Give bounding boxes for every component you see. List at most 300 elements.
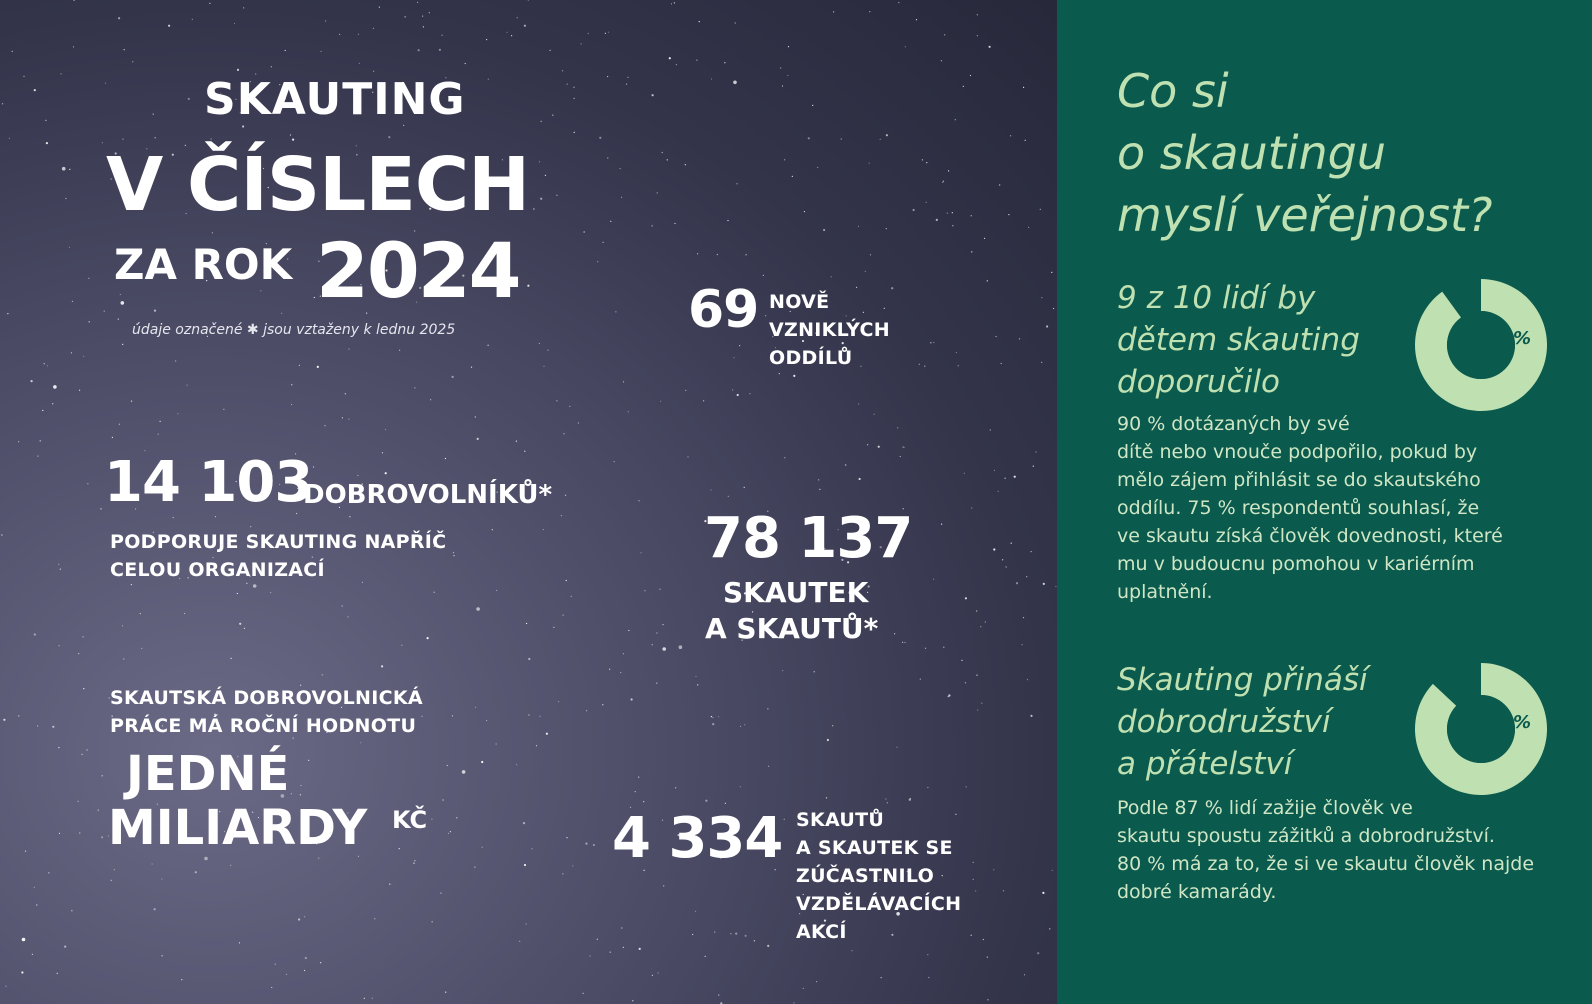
star (886, 134, 888, 136)
star (927, 954, 928, 955)
star (161, 878, 162, 879)
star (47, 365, 48, 366)
star (724, 62, 725, 63)
stat-akce-label-1: SKAUTŮ (796, 809, 885, 831)
star (705, 956, 706, 957)
star (827, 739, 829, 741)
star (572, 865, 573, 866)
star (131, 401, 132, 402)
star (740, 726, 741, 727)
star (60, 73, 61, 74)
stat-skauti-label-2: A SKAUTŮ* (705, 612, 879, 645)
star (59, 833, 60, 834)
star (423, 26, 424, 27)
star (488, 345, 489, 346)
star (930, 342, 931, 343)
star (803, 988, 804, 989)
star (432, 921, 433, 922)
star (187, 385, 188, 386)
star (12, 51, 13, 52)
star (710, 489, 711, 490)
star (657, 192, 658, 193)
star (7, 313, 8, 314)
star (25, 851, 26, 852)
star (347, 616, 348, 617)
star (34, 89, 36, 91)
star (865, 271, 866, 272)
star (270, 592, 271, 593)
stat-dobrovolnici-number: 14 103 (104, 450, 313, 515)
star (237, 69, 239, 71)
star (1014, 476, 1016, 478)
stat-dobrovolnici-label: DOBROVOLNÍKŮ* (303, 480, 553, 510)
star (62, 167, 66, 171)
star (60, 569, 61, 570)
star (253, 584, 257, 588)
panel-heading-3: myslí veřejnost? (1117, 188, 1493, 242)
star (869, 163, 870, 164)
star (321, 51, 322, 52)
stat-oddily-label-3: ODDÍLŮ (769, 347, 853, 369)
star (745, 935, 747, 937)
star (674, 2, 675, 3)
star (69, 247, 70, 248)
star (1002, 559, 1003, 560)
star (695, 911, 696, 912)
star (141, 648, 142, 649)
star (990, 429, 991, 430)
star (620, 672, 621, 673)
star (626, 84, 627, 85)
star (300, 785, 301, 786)
star (300, 794, 301, 795)
star (943, 181, 944, 182)
star (983, 939, 984, 940)
star (737, 394, 739, 396)
star (928, 977, 929, 978)
star (533, 208, 534, 209)
star (379, 7, 380, 8)
star (656, 683, 657, 684)
star (539, 716, 540, 717)
star (422, 16, 423, 17)
star (858, 403, 859, 404)
star (660, 401, 661, 402)
star (1023, 617, 1024, 618)
star (941, 60, 942, 61)
star (780, 67, 781, 68)
star (898, 2, 899, 3)
star (71, 910, 72, 911)
star (817, 167, 818, 168)
star (385, 472, 387, 474)
star (1030, 715, 1032, 717)
star (641, 552, 642, 553)
star (417, 2, 418, 3)
star (1042, 892, 1044, 894)
star (976, 675, 977, 676)
star (291, 793, 292, 794)
star (1049, 928, 1050, 929)
star (64, 946, 66, 948)
star (588, 33, 589, 34)
star (1027, 679, 1028, 680)
star (832, 725, 833, 726)
star (427, 637, 429, 639)
star (1037, 952, 1039, 954)
star (372, 998, 373, 999)
star (767, 708, 768, 709)
star (987, 957, 988, 958)
star (782, 85, 783, 86)
star (993, 548, 995, 550)
star (632, 1000, 633, 1001)
star (955, 814, 956, 815)
star (9, 138, 10, 139)
stat-hodnota-intro-1: SKAUTSKÁ DOBROVOLNICKÁ (110, 687, 423, 709)
star (944, 34, 945, 35)
star (414, 860, 415, 861)
star (635, 791, 636, 792)
star (894, 633, 895, 634)
star (244, 628, 245, 629)
footnote-part1: údaje označené (132, 322, 243, 338)
star (488, 79, 489, 80)
star (996, 336, 997, 337)
star (271, 987, 272, 988)
star (965, 597, 967, 599)
asterisk-icon: ✱ (246, 322, 259, 338)
title-skauting: SKAUTING (204, 74, 466, 125)
star (342, 417, 343, 418)
star (717, 254, 718, 255)
star (933, 579, 934, 580)
star (610, 952, 611, 953)
star (614, 461, 615, 462)
star (980, 626, 981, 627)
star (1028, 227, 1029, 228)
star (132, 61, 133, 62)
star (987, 999, 988, 1000)
stat-oddily-number: 69 (688, 280, 759, 340)
stat-oddily-label-1: NOVĚ (769, 291, 830, 313)
star (696, 60, 697, 61)
star (922, 159, 923, 160)
star (476, 607, 480, 611)
star (993, 869, 994, 870)
star (858, 226, 859, 227)
star (58, 747, 59, 748)
star (916, 19, 917, 20)
star (942, 875, 943, 876)
star (88, 278, 89, 279)
star (453, 555, 454, 556)
star (998, 491, 999, 492)
star (823, 229, 825, 231)
star (447, 765, 448, 766)
star (362, 582, 363, 583)
star (373, 71, 374, 72)
star (519, 941, 520, 942)
star (1053, 308, 1054, 309)
star (712, 717, 713, 718)
star (87, 483, 88, 484)
star (65, 198, 66, 199)
star (140, 613, 141, 614)
star (5, 986, 6, 987)
star (528, 714, 529, 715)
star (1011, 543, 1012, 544)
star (320, 962, 321, 963)
star (430, 399, 431, 400)
star (44, 363, 45, 364)
star (989, 46, 991, 48)
star (1022, 644, 1023, 645)
item1-text-4: oddílu. 75 % respondentů souhlasí, že (1117, 497, 1480, 519)
star (732, 389, 733, 390)
title-year: 2024 (316, 226, 520, 315)
star (342, 605, 343, 606)
star (482, 847, 483, 848)
star (767, 945, 769, 947)
star (692, 934, 693, 935)
star (1005, 478, 1006, 479)
star (114, 869, 115, 870)
star (652, 975, 653, 976)
star (607, 157, 608, 158)
star (37, 456, 38, 457)
star (558, 701, 559, 702)
stat-akce-label-3: ZÚČASTNILO (796, 865, 935, 887)
star (703, 400, 704, 401)
star (155, 137, 156, 138)
star (98, 810, 99, 811)
star (431, 819, 432, 820)
star (956, 352, 957, 353)
star (765, 315, 766, 316)
stat-akce-label-2: A SKAUTEK SE (796, 837, 953, 859)
item1-title-3: doporučilo (1117, 364, 1280, 400)
star (1001, 363, 1002, 364)
star (389, 884, 390, 885)
star (313, 466, 314, 467)
star (553, 627, 554, 628)
star (627, 77, 628, 78)
star (631, 698, 633, 700)
star (697, 253, 698, 254)
star (976, 610, 977, 611)
stat-hodnota-unit: KČ (392, 806, 428, 834)
star (230, 865, 231, 866)
star (440, 893, 441, 894)
star (18, 715, 19, 716)
star (623, 653, 624, 654)
item2-text-4: dobré kamarády. (1117, 881, 1277, 903)
star (896, 747, 897, 748)
item2-title-1: Skauting přináší (1117, 662, 1368, 698)
star (851, 950, 852, 951)
star (475, 416, 476, 417)
star (506, 32, 507, 33)
star (609, 669, 610, 670)
star (574, 132, 575, 133)
star (784, 819, 785, 820)
star (152, 863, 153, 864)
star (516, 441, 517, 442)
star (552, 115, 553, 116)
star (571, 596, 572, 597)
star (359, 63, 360, 64)
star (656, 632, 657, 633)
star (904, 642, 905, 643)
star (942, 182, 943, 183)
star (285, 50, 286, 51)
star (34, 887, 35, 888)
star (154, 908, 156, 910)
star (936, 219, 938, 221)
star (652, 225, 653, 226)
star (543, 529, 544, 530)
star (973, 879, 974, 880)
star (314, 297, 315, 298)
star (977, 710, 978, 711)
star (903, 446, 904, 447)
star (360, 742, 361, 743)
star (763, 275, 764, 276)
star (195, 871, 197, 873)
star (445, 992, 446, 993)
star (184, 613, 185, 614)
star (569, 406, 570, 407)
star (638, 500, 639, 501)
star (434, 592, 435, 593)
star (782, 670, 783, 671)
star (102, 142, 103, 143)
star (72, 301, 73, 302)
star (583, 993, 584, 994)
star (486, 720, 487, 721)
item1-text-3: mělo zájem přihlásit se do skautského (1117, 469, 1481, 491)
star (100, 508, 101, 509)
star (985, 621, 986, 622)
star (36, 904, 37, 905)
star (45, 120, 46, 121)
star (793, 375, 795, 377)
star (711, 78, 712, 79)
star (749, 393, 750, 394)
star (122, 139, 123, 140)
star (550, 50, 551, 51)
star (439, 49, 441, 51)
star (275, 964, 276, 965)
star (981, 703, 982, 704)
star (181, 979, 182, 980)
stat-akce-label-4: VZDĚLÁVACÍCH (796, 893, 962, 915)
star (481, 761, 483, 763)
star (818, 479, 819, 480)
star (971, 215, 972, 216)
star (69, 169, 70, 170)
star (860, 366, 861, 367)
star (567, 84, 568, 85)
star (697, 684, 698, 685)
star (556, 400, 557, 401)
star (474, 867, 475, 868)
star (784, 159, 785, 160)
star (663, 885, 664, 886)
star (83, 688, 84, 689)
star (963, 86, 964, 87)
star (339, 34, 340, 35)
star (746, 254, 747, 255)
star (643, 801, 644, 802)
star (192, 19, 193, 20)
star (31, 380, 33, 382)
star (452, 715, 453, 716)
star (46, 142, 48, 144)
star (290, 134, 291, 135)
star (516, 764, 517, 765)
panel-heading-1: Co si (1117, 64, 1229, 118)
star (926, 202, 927, 203)
star (1051, 272, 1052, 273)
star (322, 674, 323, 675)
star (885, 798, 886, 799)
stat-oddily-label-2: VZNIKLÝCH (769, 319, 890, 341)
star (910, 798, 911, 799)
star (608, 32, 609, 33)
star (744, 487, 745, 488)
star (973, 862, 974, 863)
star (856, 287, 857, 288)
star (517, 17, 518, 18)
star (573, 87, 574, 88)
star (578, 422, 579, 423)
star (725, 803, 726, 804)
star (358, 34, 359, 35)
star (119, 424, 120, 425)
star (902, 642, 903, 643)
star (887, 802, 888, 803)
star (212, 232, 213, 233)
stat-skauti-label-1: SKAUTEK (723, 576, 869, 609)
star (994, 470, 995, 471)
star (79, 832, 80, 833)
star (40, 440, 41, 441)
star (21, 971, 23, 973)
star (399, 848, 400, 849)
star (808, 137, 810, 139)
star (1041, 297, 1042, 298)
star (615, 311, 616, 312)
star (658, 972, 659, 973)
star (943, 647, 944, 648)
star (58, 564, 59, 565)
title-za-rok: ZA ROK (114, 240, 293, 289)
star (527, 285, 529, 287)
star (859, 478, 861, 480)
star (566, 837, 567, 838)
stat-dobrovolnici-desc-1: PODPORUJE SKAUTING NAPŘÍČ (110, 531, 447, 553)
star (524, 451, 525, 452)
star (584, 231, 585, 232)
star (676, 64, 677, 65)
star (486, 39, 487, 40)
star (304, 970, 305, 971)
star (52, 403, 53, 404)
star (669, 57, 671, 59)
star (605, 33, 606, 34)
